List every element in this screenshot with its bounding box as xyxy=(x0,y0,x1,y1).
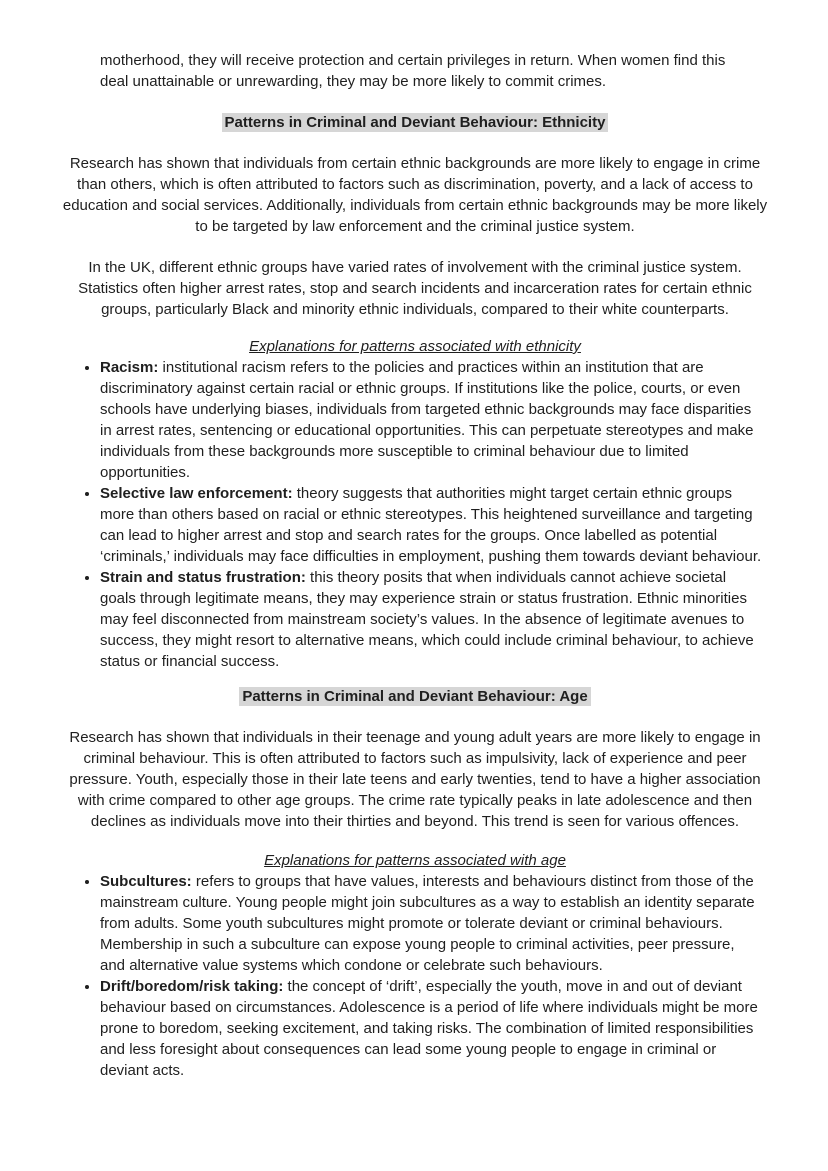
section-heading-age xyxy=(62,686,768,707)
bullet-text: the concept of ‘drift’, especially the youth, move in and out of deviant behaviour based on circumstances. Adolescence is a period of life where individuals might be more prone to boredom, seeking excitement, and taking risks. The combination of limited responsibilities and less foresight about consequences can lead some young people to engage in criminal or deviant acts. xyxy=(100,978,758,1079)
list-item xyxy=(100,483,768,567)
ethnicity-paragraph-1: Research has shown that individuals from certain ethnic backgrounds are more likely to engage in crime than others, which is often attributed to factors such as discrimination, poverty, and a lack of access to education and social services. Additionally, individuals from certain ethnic backgrounds may be more likely to be targeted by law enforcement and the criminal justice system. xyxy=(62,155,768,235)
list-item xyxy=(100,357,768,483)
section-heading-ethnicity xyxy=(62,112,768,133)
ethnicity-bullet-list xyxy=(62,357,768,672)
list-item xyxy=(100,976,768,1081)
heading-highlight: Patterns in Criminal and Deviant Behaviour: Age xyxy=(239,687,590,706)
heading-highlight: Patterns in Criminal and Deviant Behaviour: Ethnicity xyxy=(222,113,609,132)
subheading-ethnicity-explanations: Explanations for patterns associated with ethnicity xyxy=(249,338,581,355)
bullet-text: theory suggests that authorities might target certain ethnic groups more than others based on racial or ethnic stereotypes. This heightened surveillance and targeting can lead to higher arrest and stop and search rates for the groups. Once labelled as potential ‘criminals,’ individuals may face difficulties in employment, pushing them towards deviant behaviour. xyxy=(100,485,762,565)
bullet-term: Racism: xyxy=(100,359,159,376)
bullet-term: Drift/boredom/risk taking: xyxy=(100,978,284,995)
bullet-term: Selective law enforcement: xyxy=(100,485,293,502)
bullet-text: this theory posits that when individuals cannot achieve societal goals through legitimate means, they may experience strain or status frustration. Ethnic minorities may feel disconnected from mainstream society’s values. In the absence of legitimate avenues to success, they might resort to alternative means, which could include criminal behaviour, to achieve status or financial success. xyxy=(100,569,754,670)
list-item xyxy=(100,567,768,672)
intro-paragraph: motherhood, they will receive protection and certain privileges in return. When women find this deal unattainable or unrewarding, they may be more likely to commit crimes. xyxy=(100,52,726,90)
subheading-age-explanations: Explanations for patterns associated with age xyxy=(264,852,566,869)
bullet-text: institutional racism refers to the policies and practices within an institution that are discriminatory against certain racial or ethnic groups. If institutions like the police, courts, or even schools have underlying biases, individuals from targeted ethnic backgrounds may face disparities in arrest rates, sentencing or educational opportunities. This can perpetuate stereotypes and make individuals from these backgrounds more susceptible to criminal behaviour due to limited opportunities. xyxy=(100,359,754,481)
bullet-text: refers to groups that have values, interests and behaviours distinct from those of the mainstream culture. Young people might join subcultures as a way to establish an identity separate from adults. Some youth subcultures might promote or tolerate deviant or criminal behaviours. Membership in such a subculture can expose young people to criminal activities, peer pressure, and alternative value systems which condone or celebrate such behaviours. xyxy=(100,873,755,974)
ethnicity-paragraph-2: In the UK, different ethnic groups have varied rates of involvement with the criminal justice system. Statistics often higher arrest rates, stop and search incidents and incarceration rates for certain ethnic groups, particularly Black and minority ethnic individuals, compared to their white counterparts. xyxy=(78,259,752,318)
bullet-term: Subcultures: xyxy=(100,873,192,890)
list-item xyxy=(100,871,768,976)
bullet-term: Strain and status frustration: xyxy=(100,569,306,586)
age-paragraph-1: Research has shown that individuals in their teenage and young adult years are more likely to engage in criminal behaviour. This is often attributed to factors such as impulsivity, lack of experience and peer pressure. Youth, especially those in their late teens and early twenties, tend to have a higher association with crime compared to other age groups. The crime rate typically peaks in late adolescence and then declines as individuals move into their thirties and beyond. This trend is seen for various offences. xyxy=(69,729,761,830)
age-bullet-list xyxy=(62,871,768,1081)
